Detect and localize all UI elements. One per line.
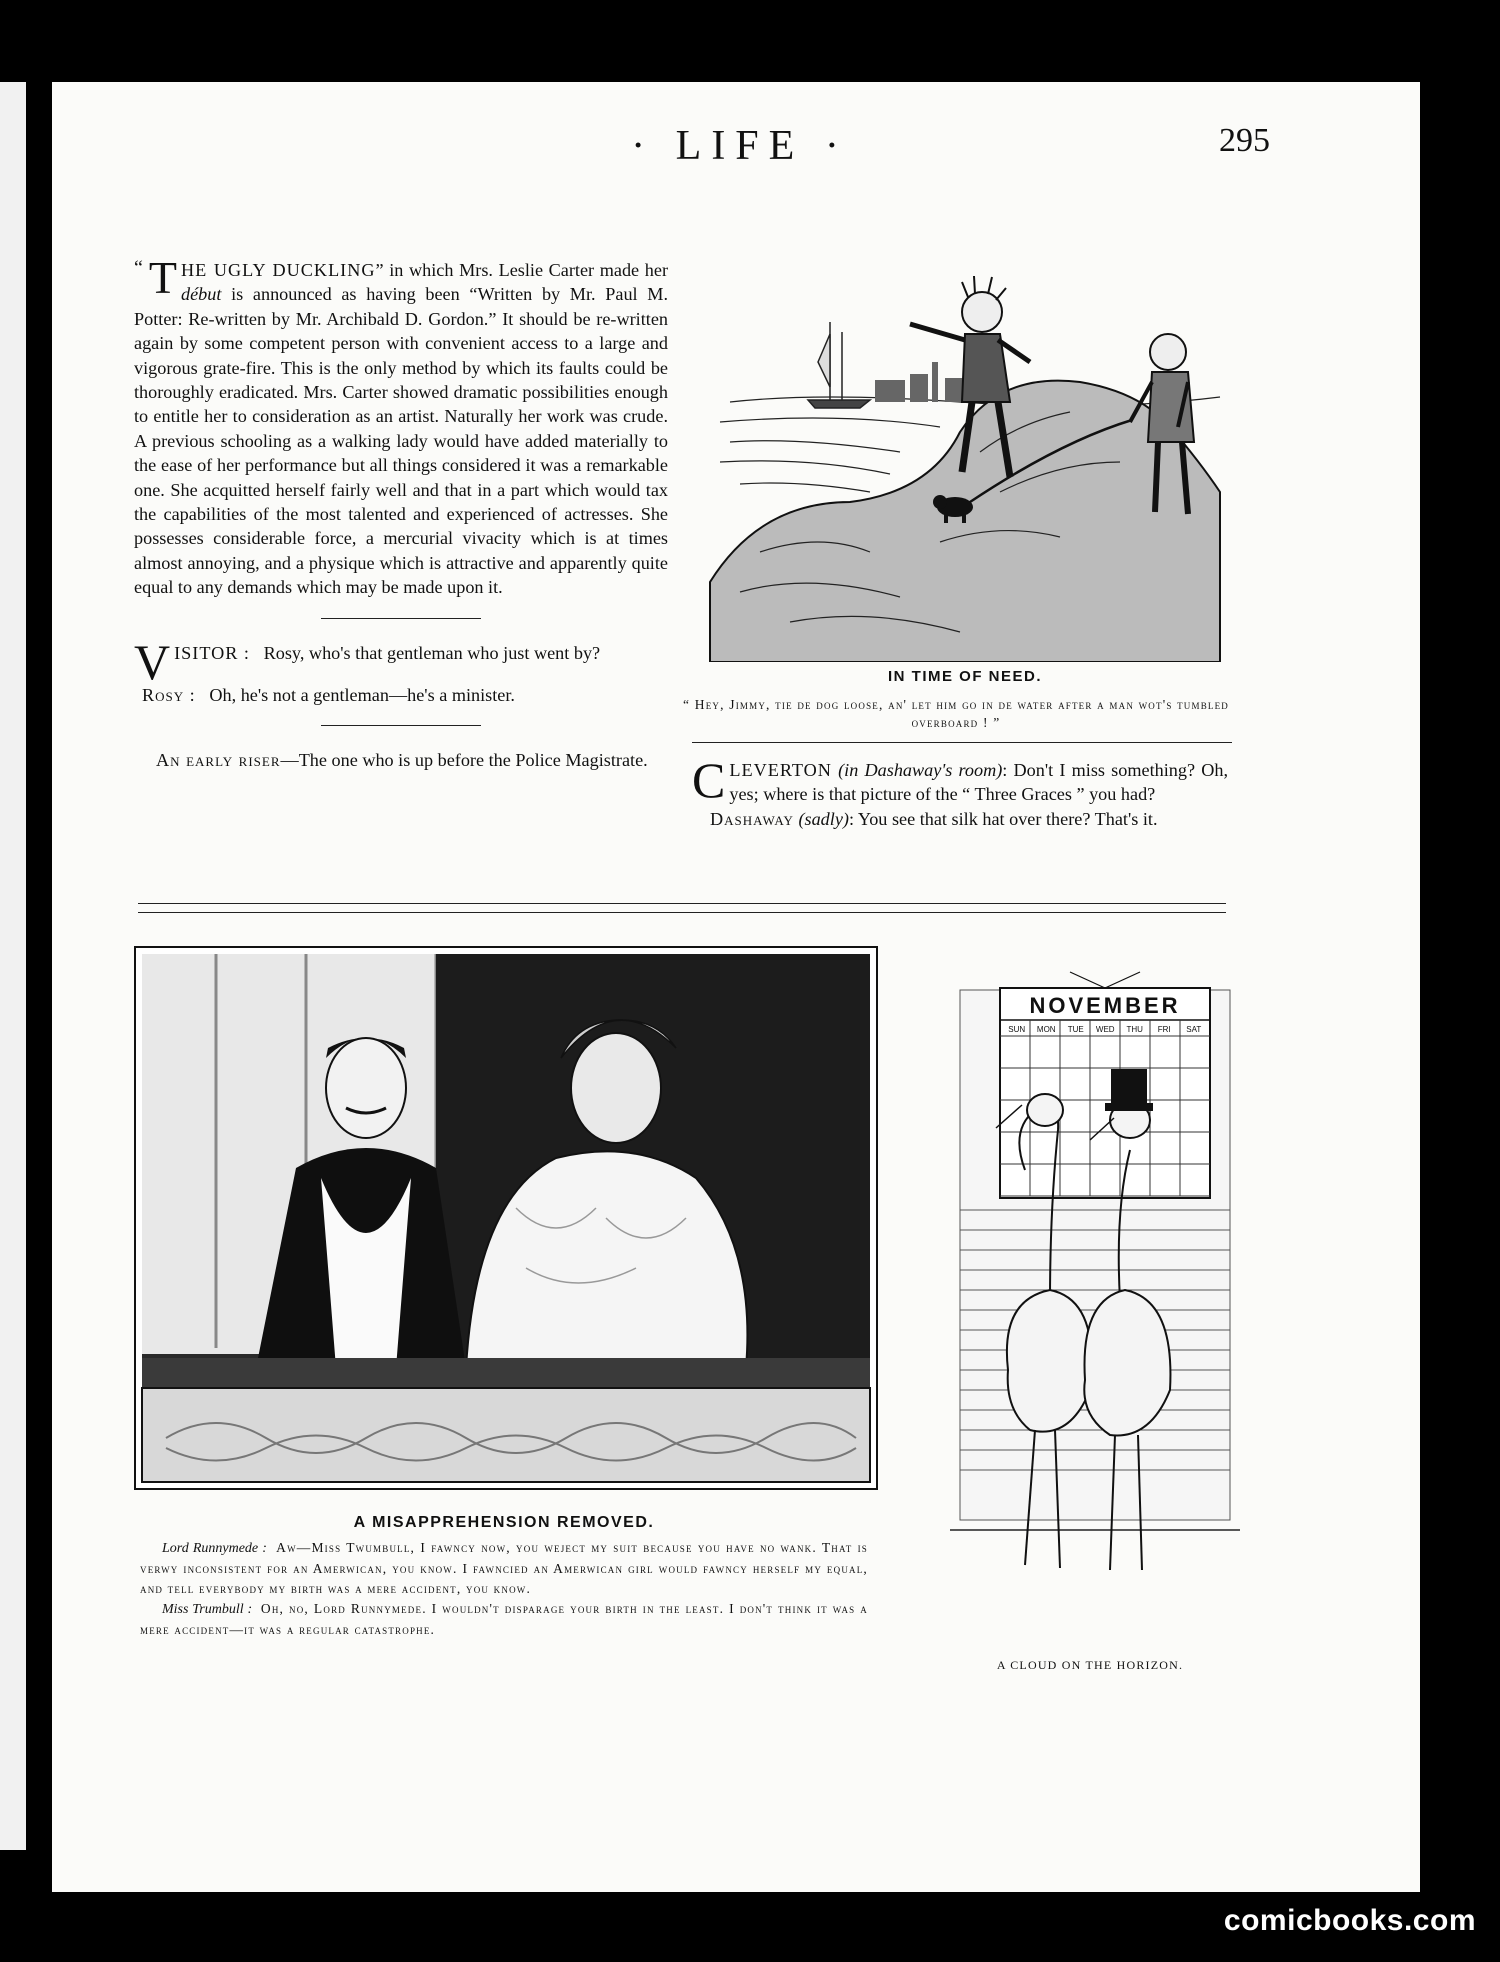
speaker: Miss Trumbull :: [162, 1602, 253, 1617]
dialog-line: Oh, he's not a gentleman—he's a minister.: [209, 684, 515, 705]
joke-text: —The one who is up before the Police Magistrate.: [280, 750, 648, 771]
speaker: Rosy :: [142, 684, 196, 705]
dropcap: V: [134, 633, 171, 690]
calendar-month: NOVEMBER: [1029, 993, 1181, 1018]
article-text-2: is announced as having been “Written by Mr. Paul M. Potter: Re-written by Mr. Archibald D. Gordon.” It should be re-written again by some competent person with convenient access to a large and vigorous grate-fire. This is the only method by which its faults could be thoroughly eradicated. Mrs. Carter showed dramatic possibilities enough to entitle her to consideration as an artist. Naturally her work was crude. A previous schooling as a walking lady would have added materially to the ease of her performance but all things considered it was a remarkable one. She acquitted herself fairly well and that in a part which would tax the capabilities of the most talented and experienced of actresses. She possesses considerable force, a mercurial vivacity which is at times almost annoying, and a physique which is attractive and apparently quite equal to any demands which may be made upon it.: [134, 284, 668, 598]
speaker: Lord Runnymede :: [162, 1541, 267, 1556]
section-divider: [321, 618, 481, 619]
cartoon-cloud-on-horizon-art: [930, 970, 1250, 1650]
calendar-weekday: FRI: [1157, 1025, 1171, 1034]
open-quote: “: [134, 257, 143, 279]
calendar-weekday: TUE: [1067, 1025, 1084, 1034]
page-number: 295: [1219, 122, 1270, 159]
cartoon-caption: “ Hey, Jimmy, tie de dog loose, an' let him go in de water after a man wot's tumbled overboard ! ”: [683, 697, 1229, 730]
cartoon-caption: A CLOUD ON THE HORIZON.: [996, 1658, 1184, 1672]
visitor-dialog: [134, 633, 668, 707]
cartoon-misapprehension-art: [136, 948, 876, 1488]
masthead: · LIFE ·: [631, 123, 849, 169]
dropcap: C: [692, 752, 726, 808]
speaker: ISITOR :: [174, 642, 250, 663]
left-text-column: [134, 252, 668, 773]
article-ugly-duckling: [134, 252, 668, 600]
dialog-line: Oh, no, Lord Runnymede. I wouldn't disparage your birth in the least. I don't think it was a mere accident—it was a regular catastrophe.: [140, 1601, 869, 1637]
cleverton-dialog: [692, 752, 1228, 831]
watermark: comicbooks.com: [1223, 1904, 1476, 1937]
cartoon-title: IN TIME OF NEED.: [887, 668, 1042, 685]
cartoon-cloud-on-horizon: [930, 970, 1250, 1650]
speaker: Dashaway: [710, 808, 794, 829]
cartoon-title: A MISAPPREHENSION REMOVED.: [353, 1514, 655, 1531]
calendar-weekday: THU: [1126, 1025, 1143, 1034]
article-lead: HE UGLY DUCKLING: [181, 260, 376, 280]
dialog-line: : Don't I miss something? Oh, yes; where is that picture of the “ Three Graces ” you had?: [729, 760, 1228, 805]
calendar-weekday: MON: [1036, 1025, 1056, 1034]
cartoon-misapprehension-removed: [134, 946, 878, 1490]
dropcap: T: [148, 252, 177, 303]
joke-lead: An early riser: [156, 750, 281, 771]
dialog-line: Rosy, who's that gentleman who just went by?: [263, 642, 601, 663]
stage-direction: (in Dashaway's room): [838, 760, 1003, 780]
calendar-weekday: SUN: [1008, 1025, 1026, 1034]
dialog-line: Aw—Miss Twumbull, I fawncy now, you weject my suit because you have no wank. That is verwy inconsistent for an Amerwican, you know. I fawncied an Amerwican girl would fawncy herself my equal, and tell everybody my birth was a mere accident, you know.: [140, 1540, 868, 1596]
section-divider: [321, 725, 481, 726]
double-rule-divider: [138, 903, 1226, 913]
dialog-line: : You see that silk hat over there? That's it.: [848, 808, 1158, 829]
speaker: LEVERTON: [729, 760, 832, 780]
early-riser-joke: [134, 748, 668, 772]
calendar-weekday: WED: [1095, 1025, 1115, 1034]
cartoon-in-time-of-need: [700, 252, 1230, 662]
section-divider: [692, 742, 1232, 743]
cartoon-dialog: [140, 1538, 868, 1640]
article-text-1: ” in which Mrs. Leslie Carter made her: [375, 260, 668, 280]
stage-direction: (sadly): [798, 808, 849, 829]
calendar-weekday: SAT: [1186, 1025, 1202, 1034]
article-debut: début: [181, 284, 222, 305]
previous-page-edge: [0, 82, 26, 1850]
cartoon-in-time-of-need-art: [700, 252, 1230, 662]
